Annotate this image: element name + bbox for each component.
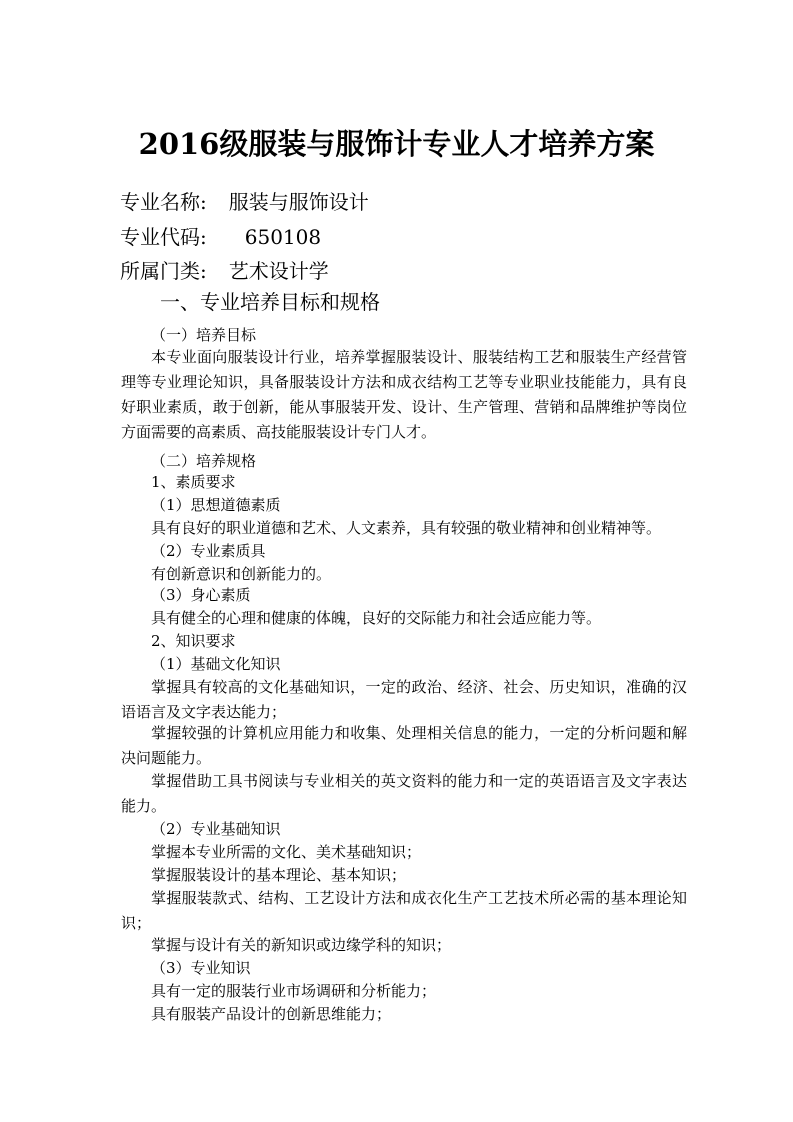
foundation-paragraph-3: 掌握服装款式、结构、工艺设计方法和成衣化生产工艺技术所必需的基本理论知识；: [121, 889, 687, 932]
quality-heading: 1、素质要求: [151, 473, 236, 491]
specialty-heading: （3）专业知识: [151, 959, 251, 977]
foundation-line-2: 掌握服装设计的基本理论、基本知识；: [151, 866, 407, 884]
major-code-row: [120, 223, 321, 251]
spec-heading: （二）培养规格: [151, 452, 257, 470]
major-name-label: 专业名称:: [120, 190, 207, 214]
moral-text: 具有良好的职业道德和艺术、人文素养，具有较强的敬业精神和创业精神等。: [151, 519, 662, 537]
professional-heading: （2）专业素质具: [151, 542, 266, 560]
body-mind-heading: （3）身心素质: [151, 586, 251, 604]
goal-paragraph: 本专业面向服装设计行业，培养掌握服装设计、服装结构工艺和服装生产经营管理等专业理论知识，具备服装设计方法和成衣结构工艺等专业职业技能能力，具有良好职业素质，敢于创新，能从事服装开发、设计、生产管理、营销和品牌维护等岗位方面需要的高素质、高技能服装设计专门人才。: [121, 348, 687, 441]
specialty-line-2: 具有服装产品设计的创新思维能力；: [151, 1005, 392, 1023]
specialty-line-1: 具有一定的服装行业市场调研和分析能力；: [151, 982, 437, 1000]
body-mind-text: 具有健全的心理和健康的体魄，良好的交际能力和社会适应能力等。: [151, 609, 602, 627]
basic-culture-paragraph-2: 掌握较强的计算机应用能力和收集、处理相关信息的能力，一定的分析问题和解决问题能力。: [121, 724, 687, 767]
category-label: 所属门类:: [120, 259, 207, 283]
professional-text: 有创新意识和创新能力的。: [151, 565, 332, 583]
document-title: 2016级服装与服饰计专业人才培养方案: [138, 127, 655, 161]
basic-culture-paragraph-3: 掌握借助工具书阅读与专业相关的英文资料的能力和一定的英语语言及文字表达能力。: [121, 772, 687, 815]
foundation-line-1: 掌握本专业所需的文化、美术基础知识；: [151, 843, 422, 861]
goal-heading: （一）培养目标: [151, 326, 257, 344]
moral-heading: （1）思想道德素质: [151, 496, 281, 514]
category-row: [120, 257, 329, 285]
major-name-row: [120, 188, 369, 216]
basic-culture-heading: （1）基础文化知识: [151, 655, 281, 673]
section-heading: 一、专业培养目标和规格: [160, 290, 380, 314]
knowledge-heading: 2、知识要求: [151, 632, 236, 650]
major-code-value: 650108: [244, 225, 322, 249]
category-value: 艺术设计学: [228, 259, 329, 283]
basic-culture-paragraph-1: 掌握具有较高的文化基础知识，一定的政治、经济、社会、历史知识，准确的汉语语言及文字表达能力；: [121, 678, 687, 721]
foundation-line-4: 掌握与设计有关的新知识或边缘学科的知识；: [151, 936, 452, 954]
major-name-value: 服装与服饰设计: [228, 190, 369, 214]
foundation-heading: （2）专业基础知识: [151, 820, 281, 838]
major-code-label: 专业代码:: [120, 225, 207, 249]
